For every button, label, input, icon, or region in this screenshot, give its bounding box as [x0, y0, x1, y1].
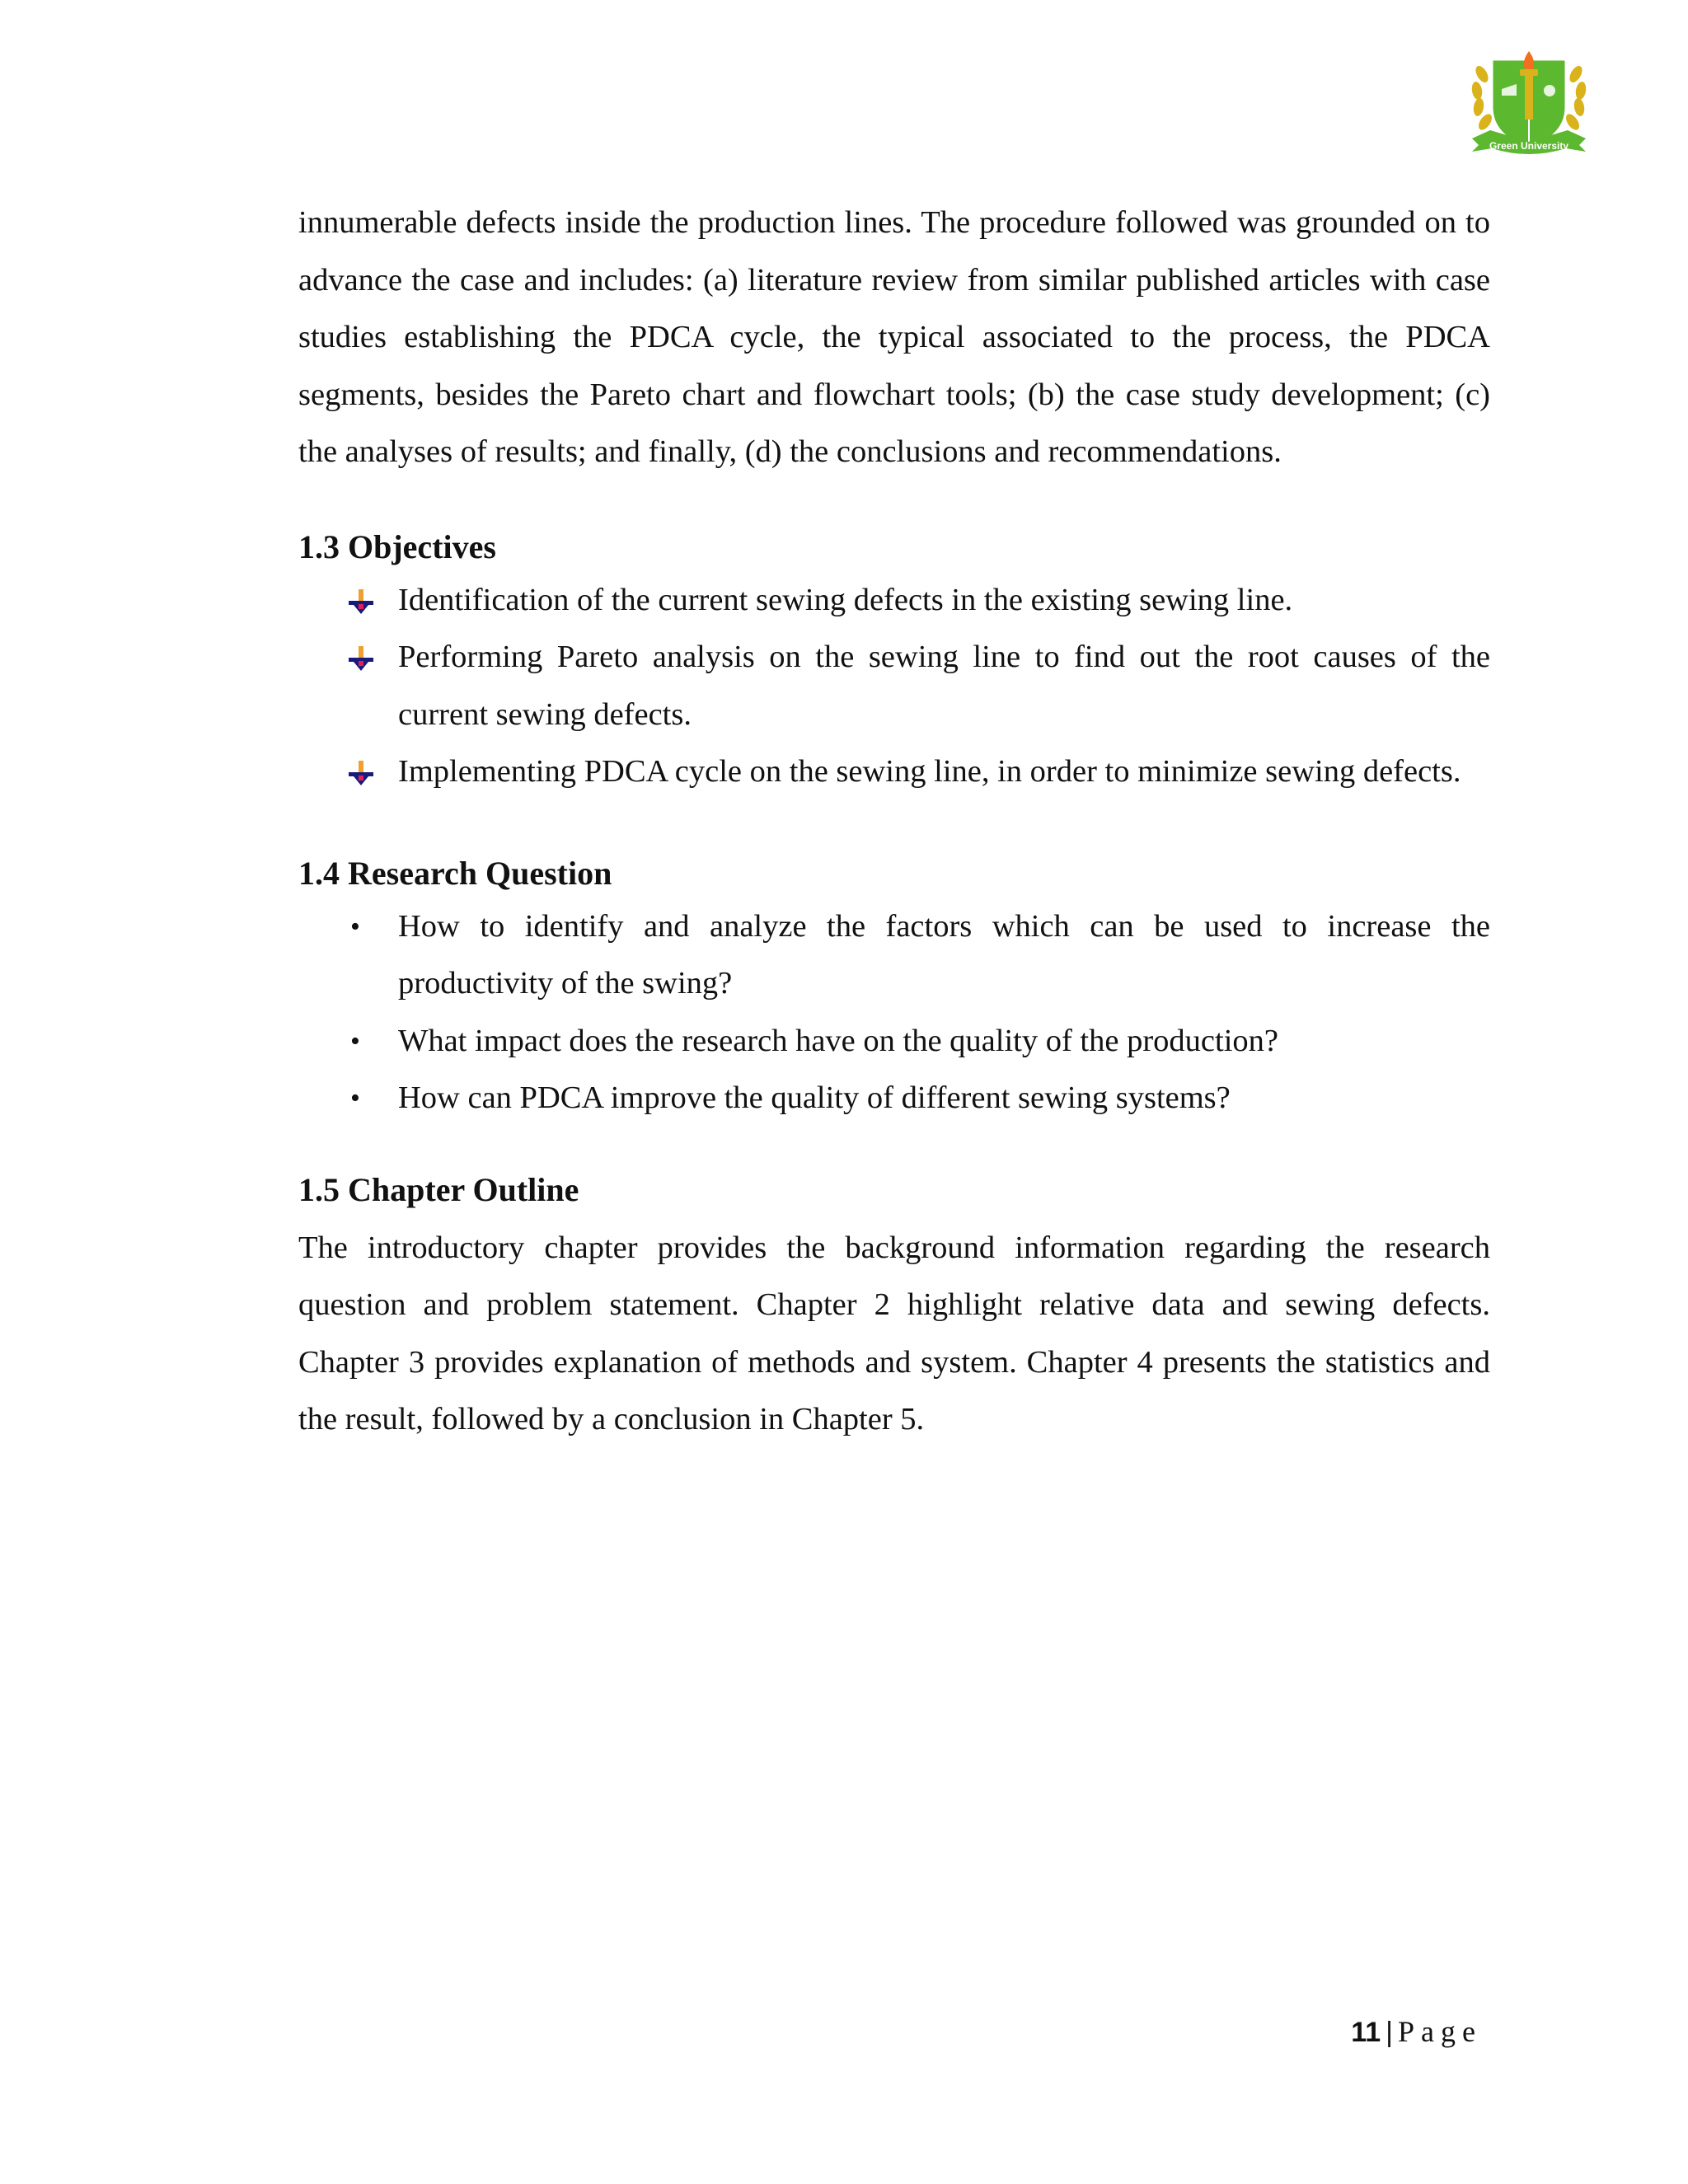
- page-number: 11: [1351, 2017, 1381, 2048]
- research-question-heading: 1.4 Research Question: [298, 854, 612, 892]
- bullet-dot-icon: •: [350, 911, 360, 942]
- objective-text: Performing Pareto analysis on the sewing line to find out the root causes of the current sewing defects.: [398, 640, 1490, 732]
- down-arrow-cross-icon: [349, 589, 373, 614]
- objectives-list: [298, 572, 1490, 801]
- page-content: [298, 194, 1490, 1449]
- research-question-list: [298, 898, 1490, 1127]
- down-arrow-cross-icon: [349, 646, 373, 671]
- page-footer: [1351, 2011, 1482, 2053]
- university-logo: [1467, 41, 1591, 165]
- intro-paragraph: innumerable defects inside the production lines. The procedure followed was grounded on to advance the case and includes: (a) literature review from similar published articles with case studies establishing the PDCA cycle, the typical associated to the process, the PDCA segments, besides the Pareto chart and flowchart tools; (b) the case study development; (c) the analyses of results; and finally, (d) the conclusions and recommendations.: [298, 205, 1490, 469]
- question-text: How can PDCA improve the quality of different sewing systems?: [398, 1080, 1231, 1115]
- objectives-heading: 1.3 Objectives: [298, 527, 496, 565]
- chapter-outline-paragraph: The introductory chapter provides the background information regarding the research question and problem statement. Chapter 2 highlight relative data and sewing defects. Chapter 3 provides explanation of methods and system. Chapter 4 presents the statistics and the result, followed by a conclusion in Chapter 5.: [298, 1230, 1490, 1436]
- list-item: [298, 1070, 1490, 1127]
- logo-text: Green University: [1489, 140, 1569, 152]
- page-word: Page: [1398, 2015, 1482, 2048]
- bullet-dot-icon: •: [350, 1025, 360, 1057]
- list-item: [298, 629, 1490, 743]
- list-item: [298, 1013, 1490, 1071]
- bullet-dot-icon: •: [350, 1083, 360, 1113]
- question-text: How to identify and analyze the factors which can be used to increase the productivity of the swing?: [398, 908, 1490, 1001]
- footer-separator: |: [1386, 2017, 1394, 2048]
- list-item: [298, 743, 1490, 801]
- question-text: What impact does the research have on the quality of the production?: [398, 1023, 1278, 1058]
- chapter-outline-heading: 1.5 Chapter Outline: [298, 1170, 579, 1208]
- list-item: [298, 572, 1490, 630]
- objective-text: Identification of the current sewing defects in the existing sewing line.: [398, 582, 1293, 617]
- down-arrow-cross-icon: [349, 761, 373, 785]
- list-item: [298, 898, 1490, 1013]
- objective-text: Implementing PDCA cycle on the sewing line, in order to minimize sewing defects.: [398, 754, 1461, 789]
